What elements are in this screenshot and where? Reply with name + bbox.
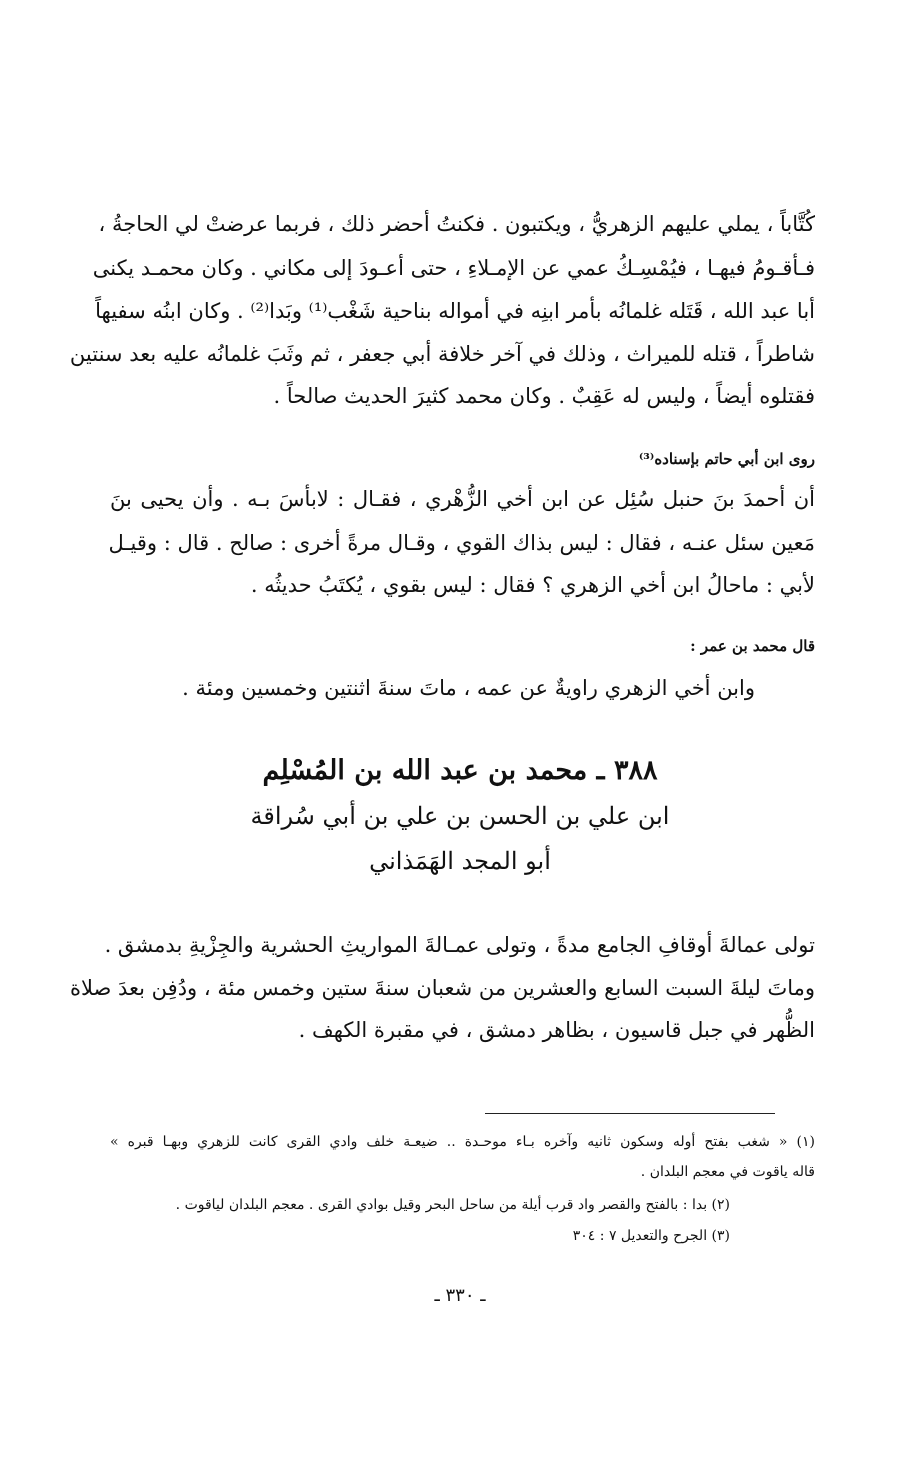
- section-heading: قال محمد بن عمر :: [690, 637, 815, 655]
- footnote: قاله ياقوت في معجم البلدان .: [640, 1164, 815, 1180]
- text-line: مَعين سئل عنـه ، فقال : ليس بذاك القوي ، وقـال مرةً أخرى : صالح . قال : وقيـل: [108, 531, 815, 555]
- text-line: فـأقـومُ فيهـا ، فيُمْسِـكُ عمي عن الإمـلاءِ ، حتى أعـودَ إلى مكاني . وكان محمـد يكنى: [92, 256, 815, 280]
- section-heading: روى ابن أبي حاتم بإسناده⁽³⁾: [638, 450, 815, 468]
- text-line: أبا عبد الله ، قَتَله غلمانُه بأمر ابنِه في أمواله بناحية شَغْب⁽¹⁾ وبَدا⁽²⁾ . وكان ابنُه سفيهاً: [95, 299, 815, 323]
- entry-title: ٣٨٨ ـ محمد بن عبد الله بن المُسْلِم: [262, 755, 658, 786]
- entry-subtitle: أبو المجد الهَمَذاني: [369, 847, 551, 875]
- footnote: (٢) بدا : بالفتح والقصر واد قرب أيلة من ساحل البحر وقيل بوادي القرى . معجم البلدان لياقوت .: [175, 1197, 730, 1213]
- text-line: لأبي : ماحالُ ابن أخي الزهري ؟ فقال : ليس بقوي ، يُكتَبُ حديثُه .: [250, 573, 815, 597]
- text-line: شاطراً ، قتله للميراث ، وذلك في آخر خلافة أبي جعفر ، ثم وثَبَ غلمانُه عليه بعد سنتين: [69, 342, 815, 366]
- text-line: فقتلوه أيضاً ، وليس له عَقِبٌ . وكان محمد كثيرَ الحديث صالحاً .: [273, 384, 815, 408]
- text-line: وماتَ ليلةَ السبت السابع والعشرين من شعبان سنةَ ستين وخمس مئة ، ودُفِن بعدَ صلاة: [69, 976, 815, 1000]
- footnote-divider: [485, 1113, 775, 1114]
- text-line: أن أحمدَ بنَ حنبل سُئِل عن ابن أخي الزُّهْري ، فقـال : لابأسَ بـه . وأن يحيى بنَ: [110, 487, 815, 511]
- text-line: وابن أخي الزهري راويةٌ عن عمه ، ماتَ سنةَ اثنتين وخمسين ومئة .: [182, 676, 755, 700]
- page-number: ـ ٣٣٠ ـ: [434, 1285, 486, 1306]
- footnote: (١) « شغب بفتح أوله وسكون ثانيه وآخره بـاء موحـدة .. ضيعـة خلف وادي القرى كانت للزهري وبهـا قبره »: [110, 1134, 815, 1150]
- footnote: (٣) الجرح والتعديل ٧ : ٣٠٤: [572, 1228, 730, 1244]
- text-line: كُتَّاباً ، يملي عليهم الزهريُّ ، ويكتبون . فكنتُ أحضر ذلك ، فربما عرضتْ لي الحاجةُ ،: [98, 212, 815, 236]
- entry-subtitle: ابن علي بن الحسن بن علي بن أبي سُراقة: [250, 802, 670, 830]
- text-line: الظُّهر في جبل قاسيون ، بظاهر دمشق ، في مقبرة الكهف .: [298, 1018, 815, 1042]
- text-line: تولى عمالةَ أوقافِ الجامع مدةً ، وتولى عمـالةَ المواريثِ الحشرية والجِزْيةِ بدمشق .: [104, 933, 815, 957]
